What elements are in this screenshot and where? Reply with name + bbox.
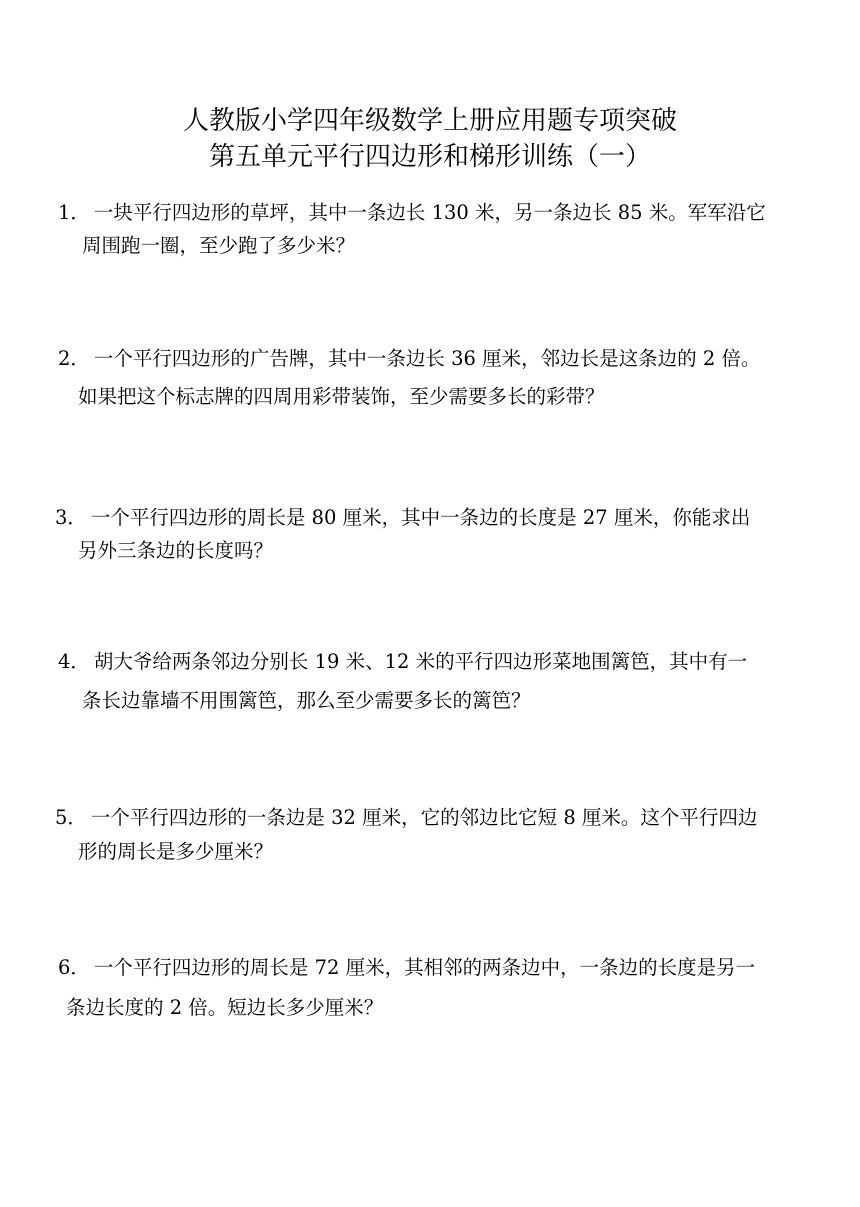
problem-6-number: 6． [58,956,90,979]
problem-5-line-1 [55,804,757,832]
page-subtitle: 第五单元平行四边形和梯形训练（一） [208,142,651,172]
problem-6-line-1 [58,954,755,982]
problem-2-text-line-1: 一个平行四边形的广告牌，其中一条边长 36 厘米，邻边长是这条边的 2 倍。 [93,347,761,370]
problem-1-text-line-1: 一块平行四边形的草坪，其中一条边长 130 米，另一条边长 85 米。军军沿它 [93,201,766,224]
problem-5-text-line-2: 形的周长是多少厘米？ [78,840,274,863]
problem-4-text-line-2: 条长边靠墙不用围篱笆，那么至少需要多长的篱笆？ [82,689,531,712]
problem-3-number: 3． [55,506,87,529]
problem-1-number: 1． [58,201,90,224]
problem-4-number: 4． [58,650,90,673]
problem-2-line-1 [58,345,760,373]
problem-4-line-1 [58,648,747,676]
problem-3-text-line-2: 另外三条边的长度吗？ [78,539,274,562]
problem-5-number: 5． [55,806,87,829]
problem-2-number: 2． [58,347,90,370]
problem-4-text-line-1: 胡大爷给两条邻边分别长 19 米、12 米的平行四边形菜地围篱笆，其中有一 [93,650,748,673]
problem-2-text-line-2: 如果把这个标志牌的四周用彩带装饰，至少需要多长的彩带？ [78,385,605,408]
problem-6-text-line-2: 条边长度的 2 倍。短边长多少厘米？ [66,996,384,1019]
problem-1-text-line-2: 周围跑一圈，至少跑了多少米？ [82,234,356,257]
problem-3-line-1 [55,504,750,532]
problem-1-line-1 [58,199,766,227]
page-title: 人教版小学四年级数学上册应用题专项突破 [182,106,677,136]
problem-6-text-line-1: 一个平行四边形的周长是 72 厘米，其相邻的两条边中，一条边的长度是另一 [93,956,756,979]
problem-3-text-line-1: 一个平行四边形的周长是 80 厘米，其中一条边的长度是 27 厘米，你能求出 [90,506,751,529]
problem-5-text-line-1: 一个平行四边形的一条边是 32 厘米，它的邻边比它短 8 厘米。这个平行四边 [90,806,758,829]
